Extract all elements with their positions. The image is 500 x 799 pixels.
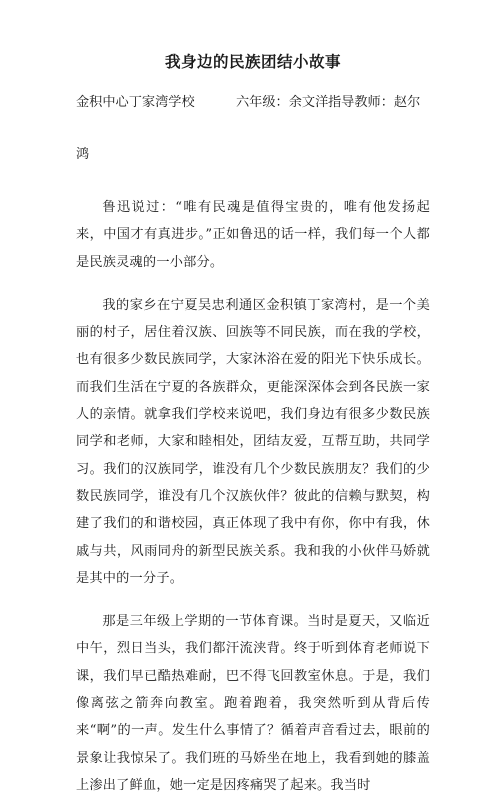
byline <box>76 90 430 168</box>
document-title: 我身边的民族团结小故事 <box>164 53 341 71</box>
paragraph-1: 鲁迅说过：“唯有民魂是值得宝贵的，唯有他发扬起来，中国才有真进步。”正如鲁迅的话一样，我们每一个人都是民族灵魂的一小部分。 <box>76 200 430 270</box>
author-grade: 六年级：余文洋 <box>236 95 329 110</box>
teacher-name-continuation: 鸿 <box>76 147 90 162</box>
paragraph-2: 我的家乡在宁夏吴忠利通区金积镇丁家湾村，是一个美丽的村子，居住着汉族、回族等不同民族，而在我的学校，也有很多少数民族同学，大家沐浴在爱的阳光下快乐成长。而我们生活在宁夏的各族群众，更能深深体会到各民族一家人的亲情。就拿我们学校来说吧，我们身边有很多少数民族同学和老师，大家和睦相处，团结友爱，互帮互助，共同学习。我们的汉族同学，谁没有几个少数民族朋友？我们的少数民族同学，谁没有几个汉族伙伴？彼此的信赖与默契，构建了我们的和谐校园，真正体现了我中有你，你中有我，休戚与共，风雨同舟的新型民族关系。我和我的小伙伴马娇就是其中的一分子。 <box>76 297 430 586</box>
school-name: 金积中心丁家湾学校 <box>76 95 195 110</box>
paragraph-3: 那是三年级上学期的一节体育课。当时是夏天，又临近中午，烈日当头，我们都汗流浃背。终于听到体育老师说下课，我们早已酷热难耐，巴不得飞回教室休息。于是，我们像离弦之箭奔向教室。跑着跑着，我突然听到从背后传来“啊”的一声。发生什么事情了？循着声音看过去，眼前的景象让我惊呆了。我们班的马娇坐在地上，我看到她的膝盖上渗出了鲜血，她一定是因疼痛哭了起来。我当时 <box>76 614 430 793</box>
teacher-label: 指导教师：赵尔 <box>328 95 421 110</box>
